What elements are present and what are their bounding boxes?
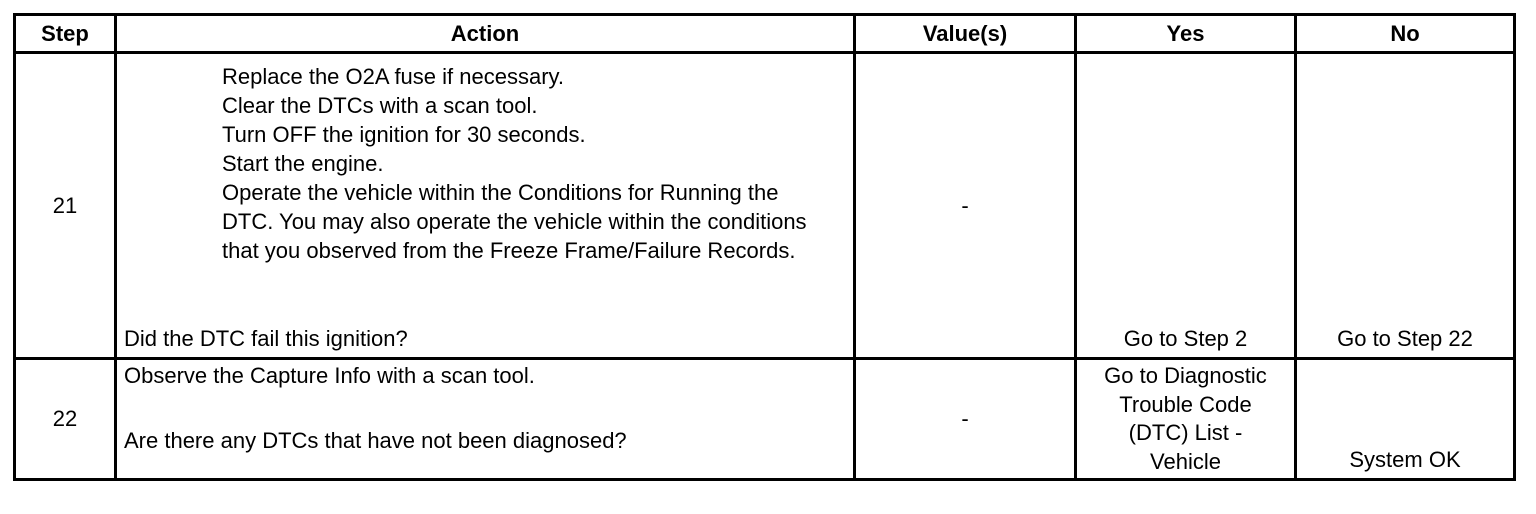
table-row bbox=[15, 359, 1515, 480]
action-step: Replace the O2A fuse if necessary. bbox=[222, 64, 564, 89]
yes-link[interactable] bbox=[1077, 362, 1294, 476]
no-link[interactable]: System OK bbox=[1349, 447, 1461, 472]
header-step: Step bbox=[15, 15, 116, 53]
header-row bbox=[15, 15, 1515, 53]
action-question: Did the DTC fail this ignition? bbox=[124, 326, 408, 351]
yes-link[interactable]: Go to Step 2 bbox=[1123, 326, 1248, 351]
yes-line: (DTC) List - bbox=[1128, 420, 1243, 445]
value-cell: - bbox=[855, 53, 1076, 359]
diagnostic-table bbox=[13, 13, 1516, 481]
header-yes: Yes bbox=[1076, 15, 1296, 53]
step-number: 22 bbox=[15, 359, 116, 480]
table-row bbox=[15, 53, 1515, 359]
action-cell bbox=[116, 53, 855, 359]
yes-cell bbox=[1076, 53, 1296, 359]
action-step: Start the engine. bbox=[222, 151, 384, 176]
yes-cell bbox=[1076, 359, 1296, 480]
header-no: No bbox=[1296, 15, 1515, 53]
action-steps bbox=[222, 62, 822, 265]
action-step: Operate the vehicle within the Conditions for Running the DTC. You may also operate the vehicle within the conditions that you observed from the Freeze Frame/Failure Records. bbox=[222, 180, 807, 263]
yes-line: Vehicle bbox=[1150, 448, 1221, 474]
action-text: Observe the Capture Info with a scan tool. bbox=[124, 363, 535, 388]
header-values: Value(s) bbox=[855, 15, 1076, 53]
yes-line: Go to Diagnostic bbox=[1104, 363, 1267, 388]
yes-line: Trouble Code bbox=[1119, 391, 1252, 417]
action-step: Clear the DTCs with a scan tool. bbox=[222, 93, 538, 118]
no-cell bbox=[1296, 359, 1515, 480]
action-cell bbox=[116, 359, 855, 480]
action-step: Turn OFF the ignition for 30 seconds. bbox=[222, 122, 586, 147]
action-question: Are there any DTCs that have not been diagnosed? bbox=[124, 428, 627, 453]
header-action: Action bbox=[116, 15, 855, 53]
no-link[interactable]: Go to Step 22 bbox=[1337, 326, 1473, 351]
value-cell: - bbox=[855, 359, 1076, 480]
no-cell bbox=[1296, 53, 1515, 359]
step-number: 21 bbox=[15, 53, 116, 359]
